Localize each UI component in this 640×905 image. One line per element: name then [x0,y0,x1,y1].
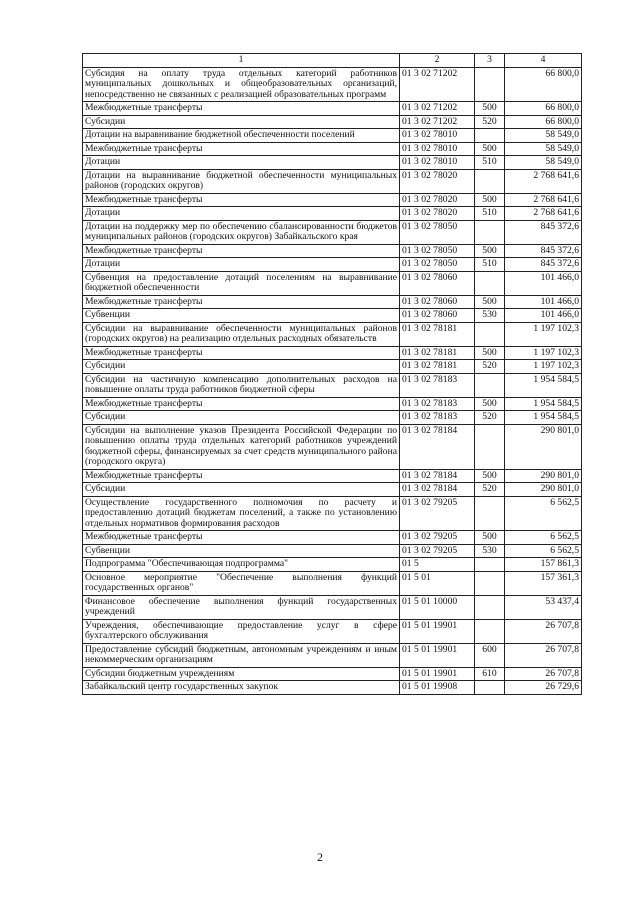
table-row [83,483,582,497]
row-code-cell: 01 3 02 78010 [400,142,475,156]
row-name-cell: Межбюджетные трансферты [83,102,400,116]
row-code-cell: 01 3 02 78184 [400,424,475,469]
table-row [83,571,582,595]
row-code-cell: 01 3 02 71202 [400,102,475,116]
table-row [83,220,582,244]
table-row [83,643,582,667]
row-code-cell: 01 3 02 78184 [400,483,475,497]
row-kind-cell: 600 [475,643,505,667]
row-kind-cell [475,169,505,193]
row-kind-cell [475,558,505,572]
row-amount-cell: 2 768 641,6 [505,169,582,193]
row-kind-cell: 500 [475,531,505,545]
row-kind-cell [475,681,505,695]
table-row [83,67,582,102]
row-name-cell: Субсидии [83,411,400,425]
row-kind-cell [475,220,505,244]
row-amount-cell: 101 466,0 [505,295,582,309]
row-amount-cell: 290 801,0 [505,424,582,469]
table-row [83,102,582,116]
row-amount-cell: 101 466,0 [505,309,582,323]
row-name-cell: Дотации [83,156,400,170]
row-kind-cell: 500 [475,142,505,156]
row-code-cell: 01 3 02 78060 [400,295,475,309]
row-amount-cell: 2 768 641,6 [505,193,582,207]
table-row [83,295,582,309]
row-name-cell: Межбюджетные трансферты [83,469,400,483]
row-name-cell: Субсидии [83,483,400,497]
table-row [83,129,582,143]
row-name-cell: Дотации [83,207,400,221]
table-row [83,271,582,295]
row-name-cell: Дотации на поддержку мер по обеспечению сбалансированности бюджетов муниципальных районов (городских округов) Забайкальского края [83,220,400,244]
row-name-cell: Субвенции [83,309,400,323]
table-row [83,397,582,411]
table-row [83,360,582,374]
row-name-cell: Субсидии на выполнение указов Президента Российской Федерации по повышению оплаты труда отдельных категорий работников учреждений бюджетной сферы, финансируемых за счет средств муниципального района (городского округа) [83,424,400,469]
row-code-cell: 01 3 02 78010 [400,129,475,143]
row-name-cell: Субсидии на частичную компенсацию дополнительных расходов на повышение оплаты труда работников бюджетной сферы [83,373,400,397]
table-row [83,595,582,619]
row-kind-cell: 510 [475,207,505,221]
row-kind-cell: 530 [475,544,505,558]
table-row [83,373,582,397]
table-row [83,258,582,272]
row-kind-cell [475,496,505,531]
table-row [83,469,582,483]
row-amount-cell: 157 861,3 [505,558,582,572]
row-kind-cell [475,271,505,295]
row-name-cell: Забайкальский центр государственных закупок [83,681,400,695]
row-code-cell: 01 3 02 78050 [400,220,475,244]
row-amount-cell: 101 466,0 [505,271,582,295]
row-amount-cell: 26 707,8 [505,619,582,643]
row-amount-cell: 6 562,5 [505,496,582,531]
table-row [83,322,582,346]
row-name-cell: Межбюджетные трансферты [83,193,400,207]
row-amount-cell: 66 800,0 [505,102,582,116]
budget-table-body [83,54,582,695]
row-name-cell: Дотации [83,258,400,272]
row-amount-cell: 53 437,4 [505,595,582,619]
table-row [83,496,582,531]
table-row [83,193,582,207]
row-amount-cell: 26 729,6 [505,681,582,695]
row-name-cell: Учреждения, обеспечивающие предоставление услуг в сфере бухгалтерского обслуживания [83,619,400,643]
row-code-cell: 01 5 01 19901 [400,619,475,643]
row-kind-cell: 500 [475,244,505,258]
row-code-cell: 01 3 02 78020 [400,193,475,207]
row-code-cell: 01 3 02 79205 [400,531,475,545]
table-row [83,309,582,323]
row-name-cell: Межбюджетные трансферты [83,295,400,309]
row-code-cell: 01 3 02 78183 [400,411,475,425]
row-name-cell: Субсидии на выравнивание обеспеченности муниципальных районов (городских округов) на реализацию отдельных расходных обязательств [83,322,400,346]
row-amount-cell: 845 372,6 [505,220,582,244]
budget-table [82,53,582,695]
row-code-cell: 01 5 01 19901 [400,643,475,667]
row-kind-cell [475,595,505,619]
table-row [83,558,582,572]
row-amount-cell: 290 801,0 [505,469,582,483]
row-kind-cell: 610 [475,667,505,681]
row-amount-cell: 1 954 584,5 [505,373,582,397]
row-name-cell: Субсидии [83,360,400,374]
row-kind-cell: 500 [475,193,505,207]
row-code-cell: 01 3 02 78183 [400,373,475,397]
row-code-cell: 01 3 02 78050 [400,258,475,272]
row-amount-cell: 58 549,0 [505,129,582,143]
row-code-cell: 01 5 01 19901 [400,667,475,681]
row-kind-cell: 510 [475,156,505,170]
row-code-cell: 01 3 02 78184 [400,469,475,483]
row-code-cell: 01 5 01 [400,571,475,595]
row-code-cell: 01 3 02 78050 [400,244,475,258]
row-code-cell: 01 3 02 71202 [400,115,475,129]
row-name-cell: Субсидии бюджетным учреждениям [83,667,400,681]
row-name-cell: Межбюджетные трансферты [83,244,400,258]
row-kind-cell: 530 [475,309,505,323]
table-row [83,244,582,258]
row-name-cell: Субвенции [83,544,400,558]
row-code-cell: 01 3 02 78060 [400,271,475,295]
row-name-cell: Дотации на выравнивание бюджетной обеспеченности муниципальных районов (городских округов) [83,169,400,193]
row-amount-cell: 58 549,0 [505,156,582,170]
row-name-cell: Субсидия на оплату труда отдельных категорий работников муниципальных дошкольных и общеобразовательных организаций, непосредственно не связанных с реализацией образовательных программ [83,67,400,102]
row-code-cell: 01 3 02 78181 [400,322,475,346]
row-amount-cell: 290 801,0 [505,483,582,497]
row-name-cell: Межбюджетные трансферты [83,531,400,545]
row-kind-cell [475,322,505,346]
row-name-cell: Межбюджетные трансферты [83,397,400,411]
header-cell-kind: 3 [475,54,505,68]
row-amount-cell: 1 197 102,3 [505,360,582,374]
row-code-cell: 01 3 02 79205 [400,544,475,558]
table-row [83,411,582,425]
table-row [83,142,582,156]
table-row [83,544,582,558]
row-amount-cell: 2 768 641,6 [505,207,582,221]
row-name-cell: Межбюджетные трансферты [83,142,400,156]
row-amount-cell: 26 707,8 [505,643,582,667]
row-kind-cell: 520 [475,360,505,374]
row-code-cell: 01 5 [400,558,475,572]
row-name-cell: Осуществление государственного полномочия по расчету и предоставлению дотаций бюджетам поселений, а также по установлению отдельных нормативов формирования расходов [83,496,400,531]
row-amount-cell: 66 800,0 [505,115,582,129]
row-name-cell: Предоставление субсидий бюджетным, автономным учреждениям и иным некоммерческим организациям [83,643,400,667]
table-row [83,424,582,469]
row-name-cell: Подпрограмма "Обеспечивающая подпрограмма" [83,558,400,572]
row-amount-cell: 845 372,6 [505,258,582,272]
row-kind-cell: 520 [475,115,505,129]
row-name-cell: Субвенция на предоставление дотаций поселениям на выравнивание бюджетной обеспеченности [83,271,400,295]
table-row [83,156,582,170]
table-row [83,169,582,193]
row-kind-cell: 520 [475,483,505,497]
row-amount-cell: 26 707,8 [505,667,582,681]
row-code-cell: 01 3 02 78181 [400,346,475,360]
table-row [83,619,582,643]
row-name-cell: Финансовое обеспечение выполнения функций государственных учреждений [83,595,400,619]
row-amount-cell: 1 197 102,3 [505,322,582,346]
row-code-cell: 01 3 02 78010 [400,156,475,170]
row-code-cell: 01 3 02 78060 [400,309,475,323]
row-amount-cell: 157 361,3 [505,571,582,595]
row-kind-cell [475,619,505,643]
header-cell-code: 2 [400,54,475,68]
row-amount-cell: 58 549,0 [505,142,582,156]
row-name-cell: Дотации на выравнивание бюджетной обеспеченности поселений [83,129,400,143]
header-cell-name: 1 [83,54,400,68]
row-code-cell: 01 3 02 78020 [400,207,475,221]
row-name-cell: Субсидии [83,115,400,129]
row-kind-cell [475,571,505,595]
header-cell-amount: 4 [505,54,582,68]
row-kind-cell: 510 [475,258,505,272]
row-code-cell: 01 5 01 10000 [400,595,475,619]
table-row [83,207,582,221]
row-code-cell: 01 3 02 78181 [400,360,475,374]
row-kind-cell [475,373,505,397]
row-amount-cell: 6 562,5 [505,544,582,558]
row-code-cell: 01 3 02 79205 [400,496,475,531]
table-row [83,667,582,681]
row-amount-cell: 1 954 584,5 [505,397,582,411]
row-kind-cell: 520 [475,411,505,425]
table-row [83,346,582,360]
row-code-cell: 01 5 01 19908 [400,681,475,695]
table-row [83,531,582,545]
row-kind-cell [475,67,505,102]
row-amount-cell: 1 954 584,5 [505,411,582,425]
row-kind-cell: 500 [475,295,505,309]
row-code-cell: 01 3 02 78020 [400,169,475,193]
row-amount-cell: 845 372,6 [505,244,582,258]
row-amount-cell: 66 800,0 [505,67,582,102]
row-name-cell: Межбюджетные трансферты [83,346,400,360]
row-kind-cell: 500 [475,346,505,360]
row-kind-cell: 500 [475,469,505,483]
row-kind-cell: 500 [475,397,505,411]
table-row [83,115,582,129]
row-amount-cell: 6 562,5 [505,531,582,545]
row-amount-cell: 1 197 102,3 [505,346,582,360]
table-header-row [83,54,582,68]
table-row [83,681,582,695]
row-name-cell: Основное мероприятие "Обеспечение выполнения функций государственных органов" [83,571,400,595]
row-kind-cell [475,129,505,143]
row-code-cell: 01 3 02 71202 [400,67,475,102]
row-code-cell: 01 3 02 78183 [400,397,475,411]
row-kind-cell: 500 [475,102,505,116]
row-kind-cell [475,424,505,469]
page-number: 2 [317,850,323,864]
